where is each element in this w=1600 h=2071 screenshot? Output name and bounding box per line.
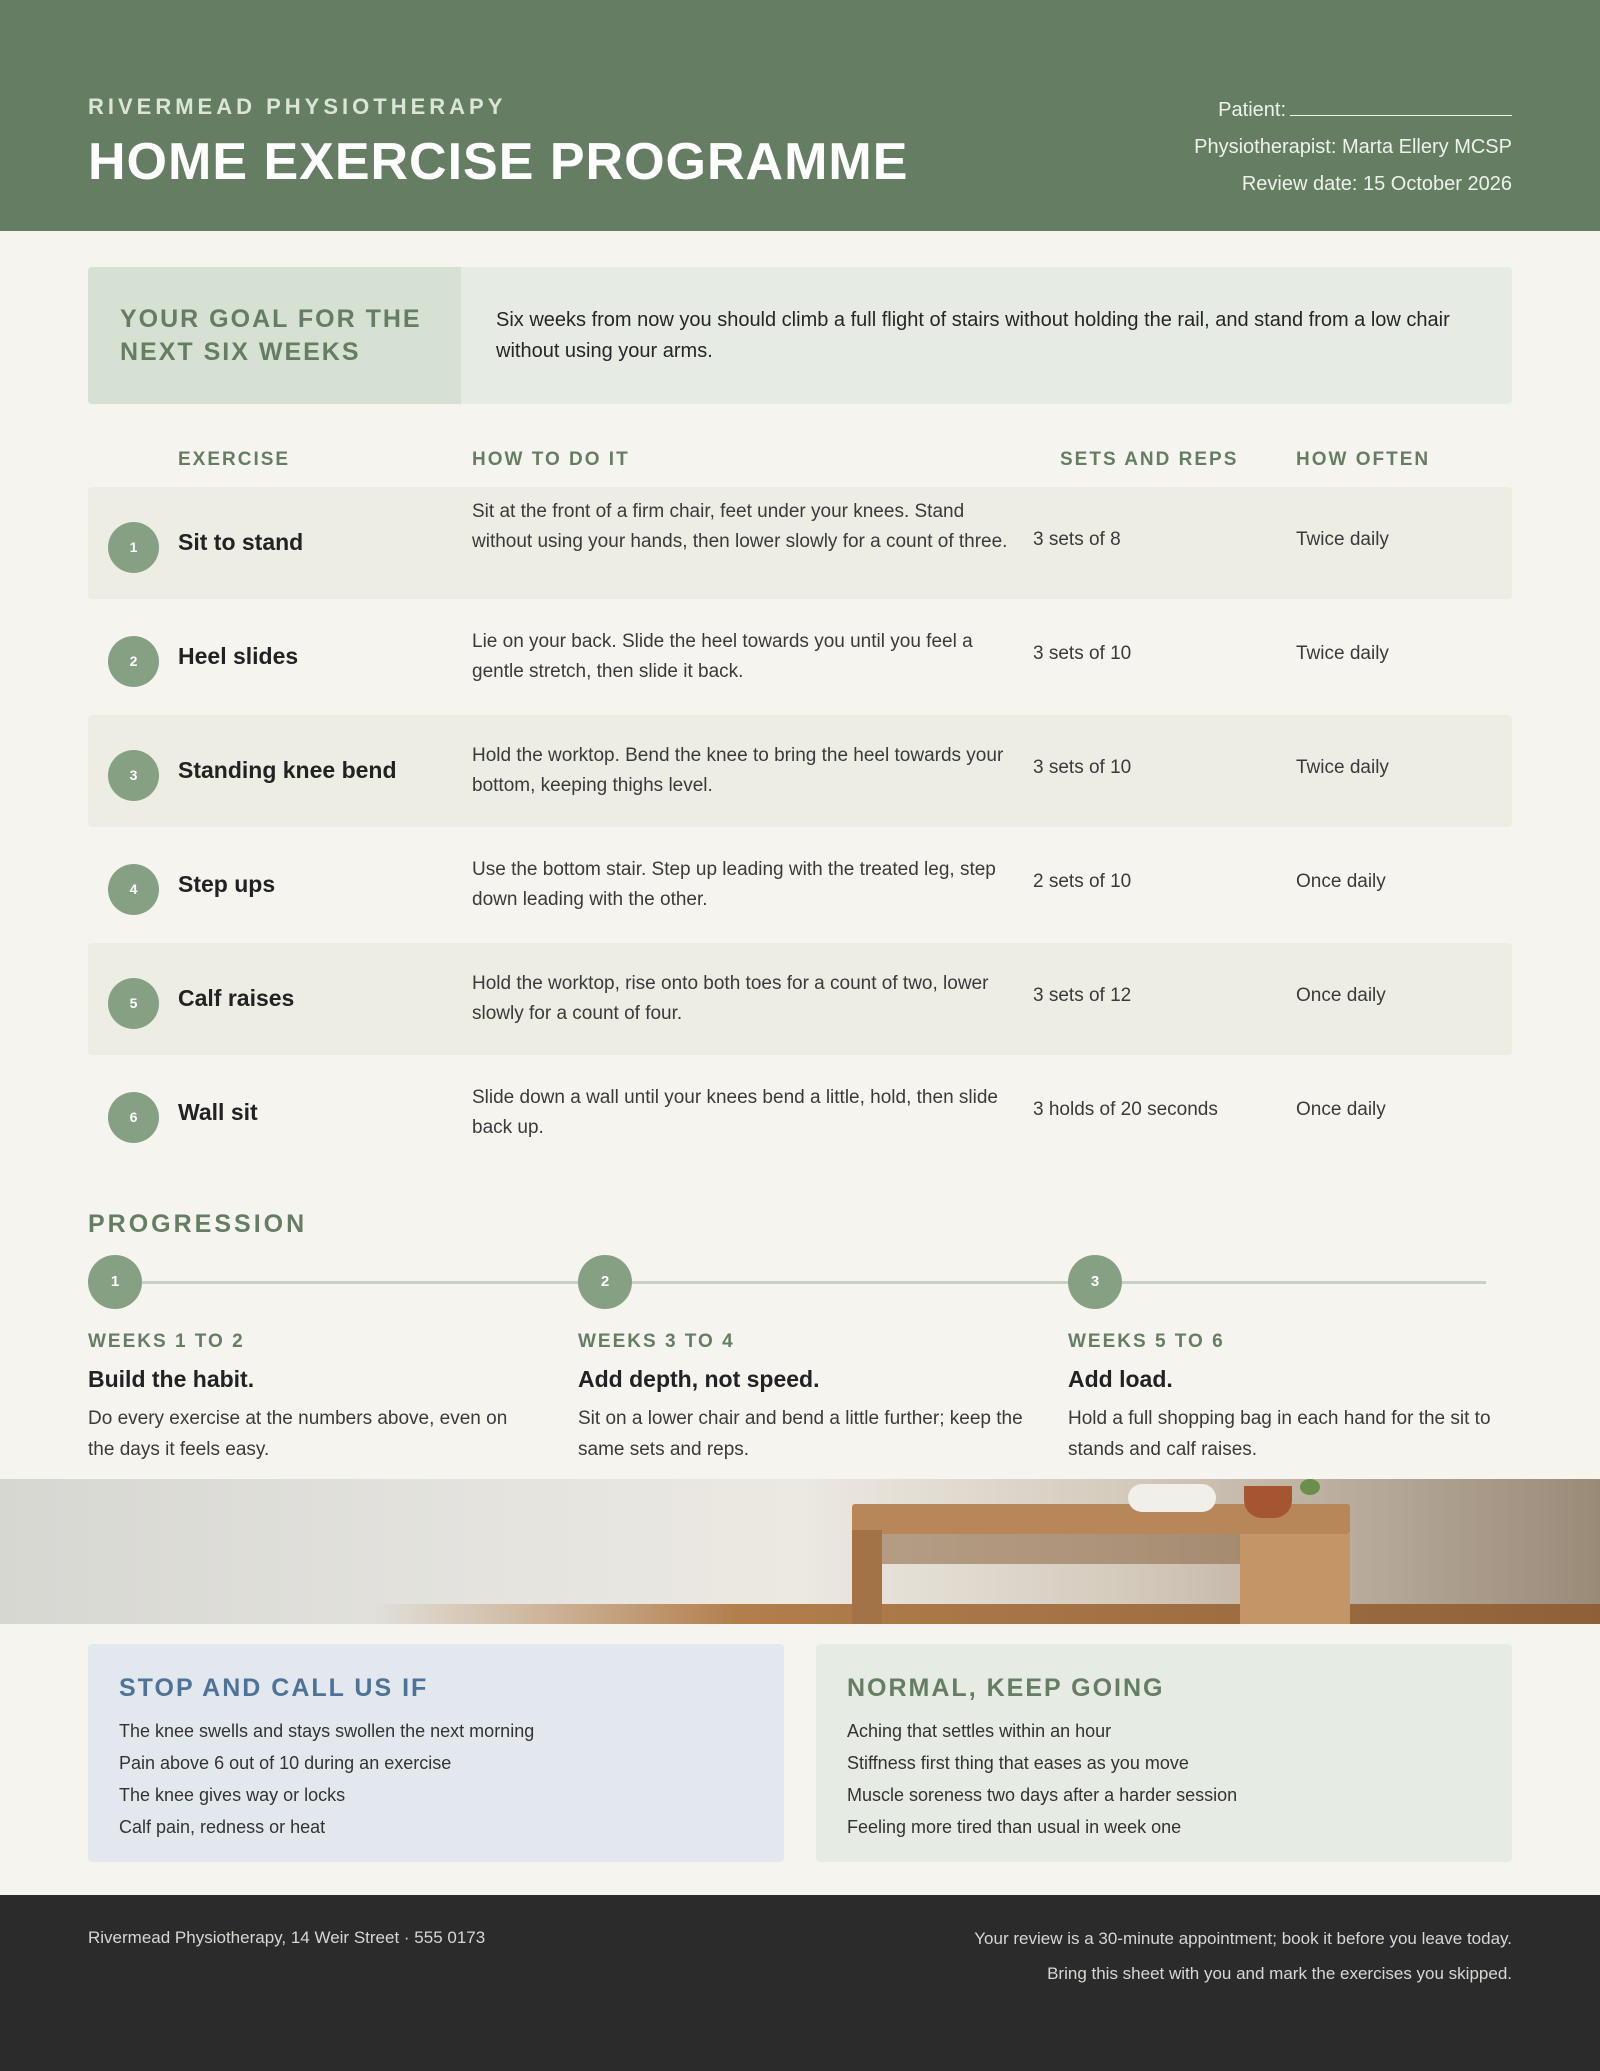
step-number: 1 xyxy=(88,1255,142,1309)
step-heading: Build the habit. xyxy=(88,1366,255,1392)
exercise-frequency: Once daily xyxy=(1296,871,1386,892)
exercise-name: Heel slides xyxy=(178,643,299,669)
progression-connector xyxy=(142,1281,578,1284)
patient-blank-line xyxy=(1290,96,1512,116)
exercise-instructions: Use the bottom stair. Step up leading with the treated leg, step down leading with the other. xyxy=(472,859,996,910)
photo-bench-shadow xyxy=(882,1534,1240,1564)
exercise-name: Calf raises xyxy=(178,985,295,1011)
exercise-name: Standing knee bend xyxy=(178,757,397,783)
progression-connector xyxy=(632,1281,1068,1284)
table-row xyxy=(88,943,1512,1055)
stop-item: The knee gives way or locks xyxy=(119,1785,346,1805)
exercise-frequency: Once daily xyxy=(1296,1099,1386,1120)
exercise-number: 4 xyxy=(108,864,159,915)
step-text: Hold a full shopping bag in each hand for the sit to stands and calf raises. xyxy=(1068,1408,1491,1460)
exercise-instructions: Hold the worktop. Bend the knee to bring the heel towards your bottom, keeping thighs level. xyxy=(472,745,1004,796)
normal-item: Muscle soreness two days after a harder session xyxy=(847,1785,1238,1805)
exercise-name: Wall sit xyxy=(178,1099,258,1125)
normal-box xyxy=(816,1644,1512,1862)
col-header-exercise: EXERCISE xyxy=(178,449,291,470)
exercise-frequency: Twice daily xyxy=(1296,529,1389,550)
normal-title: NORMAL, KEEP GOING xyxy=(847,1674,1165,1702)
table-row xyxy=(88,1057,1512,1169)
exercise-sets: 3 holds of 20 seconds xyxy=(1033,1099,1218,1120)
table-row xyxy=(88,829,1512,941)
exercise-instructions: Sit at the front of a firm chair, feet under your knees. Stand without using your hands, then lower slowly for a count of three. xyxy=(472,501,1008,552)
step-weeks: WEEKS 5 TO 6 xyxy=(1068,1331,1225,1352)
step-heading: Add load. xyxy=(1068,1366,1173,1392)
exercise-frequency: Twice daily xyxy=(1296,757,1389,778)
normal-item: Feeling more tired than usual in week one xyxy=(847,1817,1182,1837)
photo-towel xyxy=(1128,1484,1216,1512)
exercise-number: 5 xyxy=(108,978,159,1029)
photo-plant-leaf xyxy=(1300,1479,1320,1495)
table-row xyxy=(88,487,1512,599)
page-title: HOME EXERCISE PROGRAMME xyxy=(88,133,909,191)
col-header-sets: SETS AND REPS xyxy=(1060,449,1239,470)
table-row xyxy=(88,601,1512,713)
stop-warning-box xyxy=(88,1644,784,1862)
normal-item: Aching that settles within an hour xyxy=(847,1721,1112,1741)
bench-photo xyxy=(0,1479,1600,1624)
step-weeks: WEEKS 3 TO 4 xyxy=(578,1331,735,1352)
footer-note: Bring this sheet with you and mark the exercises you skipped. xyxy=(1047,1964,1512,1983)
photo-floor xyxy=(370,1604,1600,1624)
goal-text: Six weeks from now you should climb a full flight of stairs without holding the rail, and stand from a low chair without using your arms. xyxy=(496,309,1450,362)
exercise-sets: 3 sets of 10 xyxy=(1033,757,1132,778)
normal-item: Stiffness first thing that eases as you move xyxy=(847,1753,1189,1773)
exercise-frequency: Twice daily xyxy=(1296,643,1389,664)
step-text: Do every exercise at the numbers above, even on the days it feels easy. xyxy=(88,1408,508,1460)
step-heading: Add depth, not speed. xyxy=(578,1366,820,1392)
stop-item: Pain above 6 out of 10 during an exercise xyxy=(119,1753,452,1773)
footer-address: Rivermead Physiotherapy, 14 Weir Street · 555 0173 xyxy=(88,1928,486,1947)
clinic-name: RIVERMEAD PHYSIOTHERAPY xyxy=(88,94,507,119)
physiotherapist-name: Physiotherapist: Marta Ellery MCSP xyxy=(1194,136,1512,158)
stop-title: STOP AND CALL US IF xyxy=(119,1674,429,1702)
footer xyxy=(0,1895,1600,2071)
exercise-name: Sit to stand xyxy=(178,529,304,555)
photo-bench-side xyxy=(1240,1534,1350,1624)
exercise-number: 3 xyxy=(108,750,159,801)
exercise-frequency: Once daily xyxy=(1296,985,1386,1006)
exercise-instructions: Slide down a wall until your knees bend a little, hold, then slide back up. xyxy=(472,1087,998,1138)
exercise-instructions: Lie on your back. Slide the heel towards you until you feel a gentle stretch, then slide it back. xyxy=(472,631,973,682)
table-row xyxy=(88,715,1512,827)
exercise-sets: 3 sets of 10 xyxy=(1033,643,1132,664)
exercise-sets: 3 sets of 12 xyxy=(1033,985,1132,1006)
step-weeks: WEEKS 1 TO 2 xyxy=(88,1331,245,1352)
progression-title: PROGRESSION xyxy=(88,1210,308,1238)
exercise-instructions: Hold the worktop, rise onto both toes for a count of two, lower slowly for a count of four. xyxy=(472,973,989,1024)
step-text: Sit on a lower chair and bend a little further; keep the same sets and reps. xyxy=(578,1408,1023,1460)
stop-item: Calf pain, redness or heat xyxy=(119,1817,326,1837)
step-number: 3 xyxy=(1068,1255,1122,1309)
exercise-number: 6 xyxy=(108,1092,159,1143)
photo-plant-pot xyxy=(1244,1486,1292,1518)
footer-notes xyxy=(974,1921,1512,1991)
photo-bench-leg xyxy=(852,1530,882,1624)
review-date: Review date: 15 October 2026 xyxy=(1241,173,1512,195)
exercise-sets: 3 sets of 8 xyxy=(1033,529,1121,550)
col-header-often: HOW OFTEN xyxy=(1296,449,1431,470)
patient-meta xyxy=(1194,92,1512,203)
exercise-number: 1 xyxy=(108,522,159,573)
patient-label: Patient: xyxy=(1218,99,1286,121)
stop-item: The knee swells and stays swollen the next morning xyxy=(119,1721,535,1741)
goal-label: YOUR GOAL FOR THE NEXT SIX WEEKS xyxy=(88,267,461,404)
patient-field xyxy=(1194,92,1512,129)
step-number: 2 xyxy=(578,1255,632,1309)
col-header-how: HOW TO DO IT xyxy=(472,449,630,470)
header xyxy=(0,0,1600,231)
exercise-sets: 2 sets of 10 xyxy=(1033,871,1132,892)
exercise-number: 2 xyxy=(108,636,159,687)
goal-panel xyxy=(88,267,1512,404)
footer-note: Your review is a 30-minute appointment; book it before you leave today. xyxy=(974,1929,1512,1948)
exercise-name: Step ups xyxy=(178,871,276,897)
progression-connector xyxy=(1122,1281,1486,1284)
